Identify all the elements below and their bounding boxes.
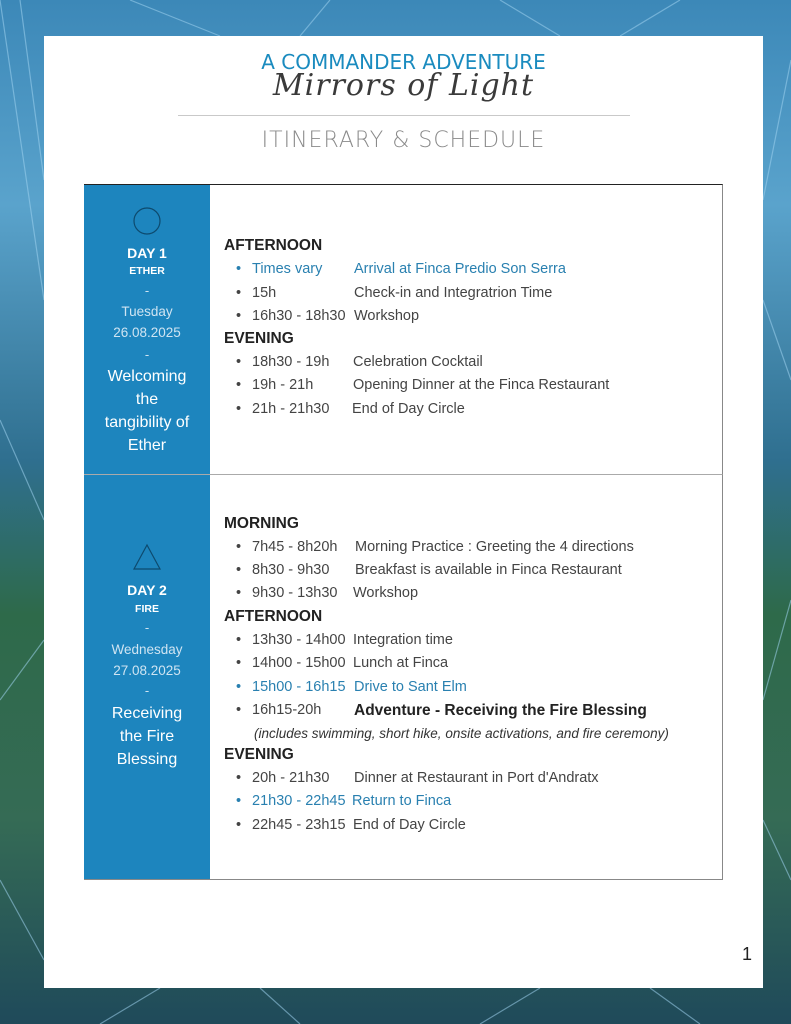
day-theme — [90, 702, 204, 771]
item-desc: Lunch at Finca — [353, 655, 449, 671]
item-time: 16h30 - 18h30 — [252, 308, 346, 324]
item-time: 8h30 - 9h30 — [252, 562, 330, 578]
day-theme — [90, 365, 204, 457]
section-heading: AFTERNOON — [224, 608, 323, 625]
section-heading: AFTERNOON — [224, 237, 323, 254]
day-date: 27.08.2025 — [113, 663, 181, 678]
item-desc: Celebration Cocktail — [353, 354, 483, 370]
bullet: • — [236, 702, 242, 718]
item-desc: Return to Finca — [352, 793, 452, 809]
item-time: 20h - 21h30 — [252, 770, 330, 786]
theme-line: tangibility of — [104, 414, 190, 431]
item-time: 15h00 - 16h15 — [252, 679, 346, 695]
bullet: • — [236, 817, 242, 833]
theme-line: the Fire — [119, 728, 175, 745]
bullet: • — [236, 401, 242, 417]
item-desc: Workshop — [353, 585, 419, 601]
day-element: ETHER — [129, 265, 165, 277]
brand-title: A COMMANDER ADVENTURE — [261, 50, 546, 74]
day-weekday: Wednesday — [111, 642, 183, 657]
bullet: • — [236, 261, 242, 277]
header-divider — [178, 115, 630, 116]
item-time: 19h - 21h — [252, 377, 314, 393]
item-desc: Morning Practice : Greeting the 4 directions — [355, 539, 634, 555]
bullet: • — [236, 539, 242, 555]
item-time: 9h30 - 13h30 — [252, 585, 338, 601]
day-1-sidebar — [84, 185, 210, 475]
day-2-block — [84, 474, 723, 880]
script-title: Mirrors of Light — [272, 68, 535, 103]
day-element: FIRE — [135, 603, 159, 615]
itinerary-page — [44, 36, 763, 988]
bullet: • — [236, 562, 242, 578]
item-desc: Arrival at Finca Predio Son Serra — [354, 261, 566, 277]
day-date: 26.08.2025 — [113, 325, 181, 340]
circle-icon — [133, 207, 161, 235]
item-time: 21h30 - 22h45 — [252, 793, 346, 809]
separator-dash: - — [144, 347, 150, 362]
item-desc: Workshop — [354, 308, 420, 324]
activity-note: (includes swimming, short hike, onsite activations, and fire ceremony) — [254, 726, 669, 741]
day-label: DAY 1 — [127, 245, 167, 261]
item-time: 22h45 - 23h15 — [252, 817, 346, 833]
bullet: • — [236, 354, 242, 370]
triangle-icon — [133, 543, 161, 571]
day-weekday: Tuesday — [121, 304, 173, 319]
header — [44, 36, 763, 196]
item-time: 13h30 - 14h00 — [252, 632, 346, 648]
bullet: • — [236, 308, 242, 324]
day-1-block — [84, 184, 723, 475]
bullet: • — [236, 679, 242, 695]
day-2-schedule — [224, 475, 722, 879]
page-subtitle: ITINERARY & SCHEDULE — [261, 128, 546, 153]
theme-line: Receiving — [111, 705, 183, 722]
item-time: 18h30 - 19h — [252, 354, 330, 370]
separator-dash: - — [144, 683, 150, 698]
item-desc: End of Day Circle — [352, 401, 465, 417]
theme-line: Ether — [127, 437, 167, 454]
item-desc: Check-in and Integratrion Time — [354, 285, 553, 301]
theme-line: the — [135, 391, 159, 408]
day-2-sidebar — [84, 475, 210, 879]
page-number: 1 — [742, 944, 753, 964]
item-desc: Opening Dinner at the Finca Restaurant — [353, 377, 610, 393]
item-time: 14h00 - 15h00 — [252, 655, 346, 671]
item-desc: Dinner at Restaurant in Port d'Andratx — [354, 770, 599, 786]
bullet: • — [236, 770, 242, 786]
item-desc: End of Day Circle — [353, 817, 466, 833]
item-time: 16h15-20h — [252, 702, 322, 718]
item-desc: Adventure - Receiving the Fire Blessing — [354, 702, 647, 719]
section-heading: EVENING — [224, 330, 294, 347]
item-desc: Breakfast is available in Finca Restaurant — [355, 562, 622, 578]
separator-dash: - — [144, 620, 150, 635]
separator-dash: - — [144, 283, 150, 298]
bullet: • — [236, 793, 242, 809]
item-time: 15h — [252, 285, 277, 301]
item-desc: Integration time — [353, 632, 453, 648]
bullet: • — [236, 655, 242, 671]
bullet: • — [236, 285, 242, 301]
bullet: • — [236, 632, 242, 648]
theme-line: Welcoming — [107, 368, 187, 385]
bullet: • — [236, 377, 242, 393]
item-time: Times vary — [252, 261, 323, 277]
item-time: 7h45 - 8h20h — [252, 539, 338, 555]
section-heading: MORNING — [224, 515, 299, 532]
section-heading: EVENING — [224, 746, 294, 763]
bullet: • — [236, 585, 242, 601]
day-1-schedule — [224, 185, 722, 475]
day-label: DAY 2 — [127, 582, 167, 598]
item-time: 21h - 21h30 — [252, 401, 330, 417]
item-desc: Drive to Sant Elm — [354, 679, 467, 695]
theme-line: Blessing — [116, 751, 178, 768]
